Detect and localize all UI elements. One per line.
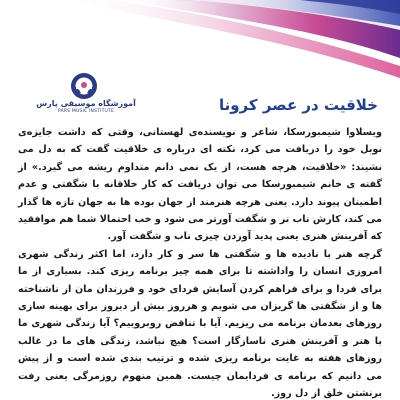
article-paragraph: ویسلاوا شیمبورسکا، شاعر و نویسنده‌ی لهستانی، وقتی که داشت جایزه‌ی نوبل خود را دریافت می کرد، نکته ای درباره ی خلاقیت گفت که به دل می نشیند: «خلاقیت، هرچه هست، از یک نمی دانم متداوم ریشه می گیرد.» از گفته ی خانم شیمبورسکا می توان دریافت که کار خلاقانه با شگفتی و عدم اطمینان پیوند دارد. یعنی هرچه هنرمند از جهان بوده ها به جهان تازه ها گذار می کند، کارش ناب تر و شگفت آورتر می شود و خب احتمالا شما هم موافقید که آفرینش هنری یعنی پدید آوردن چیزی ناب و شگفت آور. bbox=[18, 127, 382, 243]
article-paragraph: گرچه هنر با نادیده ها و شگفتی ها سر و کار دارد، اما اکثر زندگی شهری امروزی انسان را واداشته تا برای همه چیز برنامه ریزی کند. بسیاری از ما برای فردا و برای فراهم کردن آسایش فردای خود و فرزندان مان از ناشناخته ها و از شگفتی ها گریزان می شویم و هرروز بیش از دیروز برای بهینه سازی روزهای بعدمان برنامه می ریزیم. آیا با تناقض روبروییم؟ آیا زندگی شهری ما با هنر و آفرینش هنری ناسازگار است؟ هیچ نباشد، زندگی های ما در غالب روزهای هفته به غایت برنامه ریزی شده و ترتیب بندی شده است و از پیش می دانیم که برنامه ی فردایمان چیست. همین منهوم روزمرگی یعنی رفت برنشتن خلق از دل روز. bbox=[18, 248, 382, 400]
article-title: خلاقیت در عصر کرونا bbox=[218, 96, 378, 114]
institute-subtitle: PARS MUSIC INSTITUTE bbox=[57, 109, 115, 114]
institute-name: آموزشگاه موسیقی پارس bbox=[36, 99, 136, 108]
article-body bbox=[18, 124, 382, 400]
institute-logo bbox=[36, 72, 136, 116]
header-wave-decoration bbox=[0, 0, 400, 80]
headphones-music-icon bbox=[66, 72, 102, 100]
